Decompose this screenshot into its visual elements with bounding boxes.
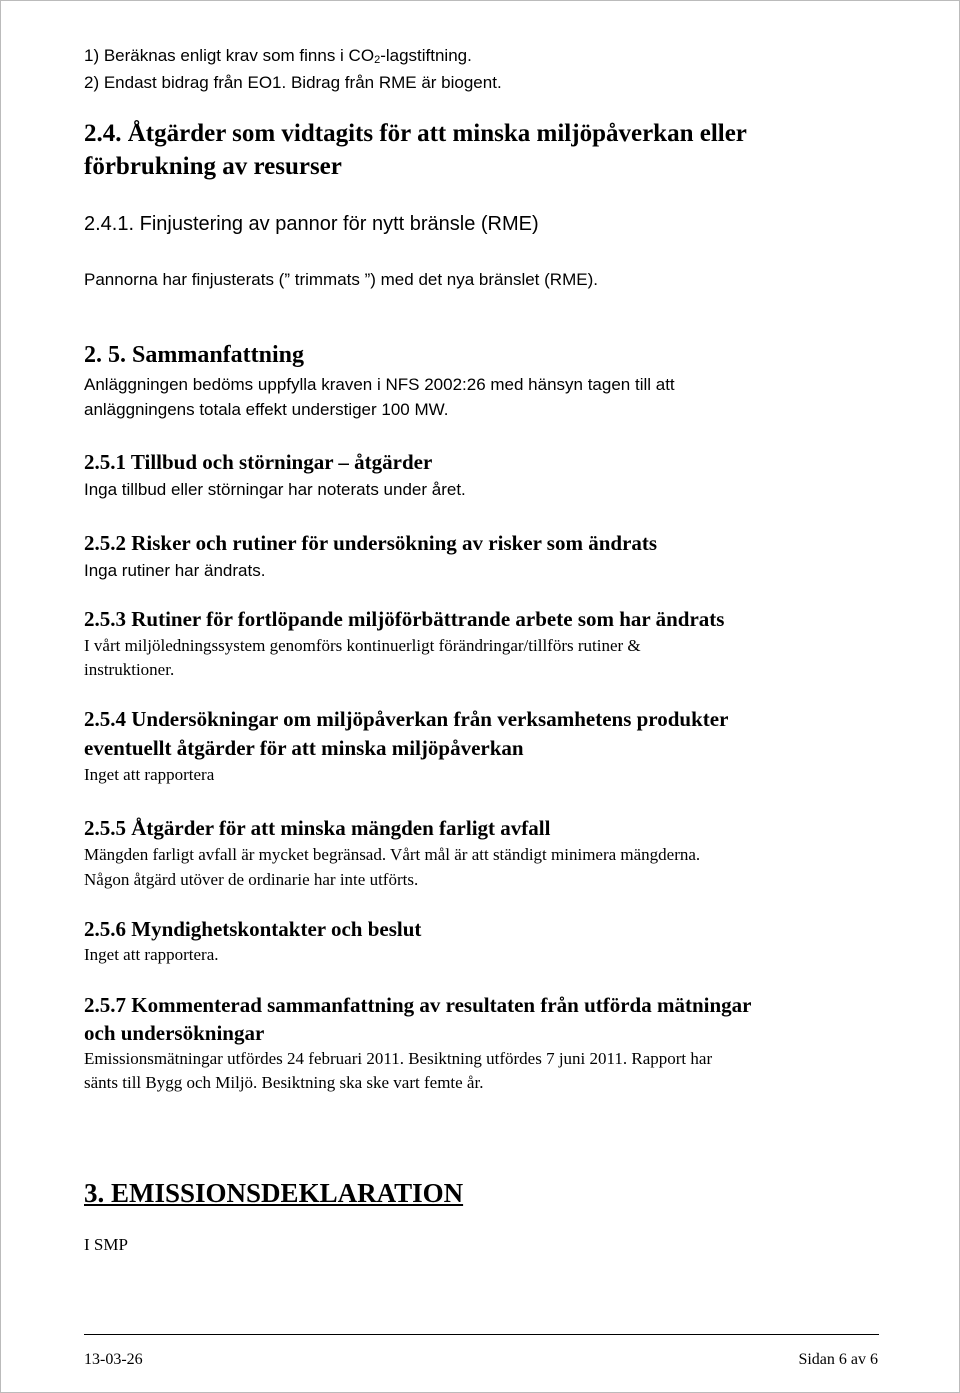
section-2-5-3-text-line1: I vårt miljöledningssystem genomförs kontinuerligt förändringar/tillförs rutiner &	[84, 636, 641, 655]
section-2-5-5-text-line2: Någon åtgärd utöver de ordinarie har inte utförts.	[84, 870, 419, 889]
footer-rule	[84, 1334, 879, 1335]
section-2-5-text-line2: anläggningens totala effekt understiger 100 MW.	[84, 400, 449, 419]
section-2-5-5-text-line1: Mängden farligt avfall är mycket begränsad. Vårt mål är att ständigt minimera mängderna.	[84, 845, 701, 864]
footnote-1-text: 1) Beräknas enligt krav som finns i CO	[84, 46, 375, 65]
section-2-5-3-heading: 2.5.3 Rutiner för fortlöpande miljöförbättrande arbete som har ändrats	[84, 607, 725, 631]
footnote-1	[84, 46, 472, 66]
section-2-5-2-text: Inga rutiner har ändrats.	[84, 561, 266, 580]
section-3-text: I SMP	[84, 1235, 128, 1254]
section-2-5-2-heading: 2.5.2 Risker och rutiner för undersökning av risker som ändrats	[84, 531, 658, 555]
section-2-5-7-heading-line1: 2.5.7 Kommenterad sammanfattning av resultaten från utförda mätningar	[84, 993, 752, 1017]
section-2-5-1-text: Inga tillbud eller störningar har noterats under året.	[84, 480, 466, 499]
section-2-5-7-text-line2: sänts till Bygg och Miljö. Besiktning ska ske vart femte år.	[84, 1073, 484, 1092]
section-2-4-1-heading: 2.4.1. Finjustering av pannor för nytt bränsle (RME)	[84, 213, 539, 235]
section-2-5-6-heading: 2.5.6 Myndighetskontakter och beslut	[84, 917, 422, 941]
section-2-5-heading: 2. 5. Sammanfattning	[84, 342, 305, 368]
section-2-5-7-heading-line2: och undersökningar	[84, 1021, 265, 1045]
footer-page-number: Sidan 6 av 6	[798, 1351, 878, 1368]
section-2-5-text-line1: Anläggningen bedöms uppfylla kraven i NFS 2002:26 med hänsyn tagen till att	[84, 375, 675, 394]
section-2-5-4-text: Inget att rapportera	[84, 765, 215, 784]
section-2-5-1-heading: 2.5.1 Tillbud och störningar – åtgärder	[84, 450, 433, 474]
section-2-5-7-text-line1: Emissionsmätningar utfördes 24 februari 2011. Besiktning utfördes 7 juni 2011. Rapport har	[84, 1049, 713, 1068]
section-2-5-3-text-line2: instruktioner.	[84, 660, 175, 679]
footer-date: 13-03-26	[84, 1351, 143, 1368]
footnote-1-suffix: -lagstiftning.	[380, 46, 472, 65]
section-2-5-5-heading: 2.5.5 Åtgärder för att minska mängden farligt avfall	[84, 816, 551, 840]
section-2-5-4-heading-line2: eventuellt åtgärder för att minska miljöpåverkan	[84, 736, 524, 760]
section-3-heading: 3. EMISSIONSDEKLARATION	[84, 1178, 464, 1208]
footnote-2: 2) Endast bidrag från EO1. Bidrag från RME är biogent.	[84, 73, 502, 92]
section-2-4-1-text: Pannorna har finjusterats (” trimmats ”) med det nya bränslet (RME).	[84, 270, 598, 289]
section-2-4-heading-line1: 2.4. Åtgärder som vidtagits för att minska miljöpåverkan eller	[84, 120, 747, 147]
section-2-5-6-text: Inget att rapportera.	[84, 945, 219, 964]
section-2-5-4-heading-line1: 2.5.4 Undersökningar om miljöpåverkan från verksamhetens produkter	[84, 707, 729, 731]
footnote-1-subscript: 2	[374, 54, 381, 66]
section-2-4-heading-line2: förbrukning av resurser	[84, 153, 342, 180]
